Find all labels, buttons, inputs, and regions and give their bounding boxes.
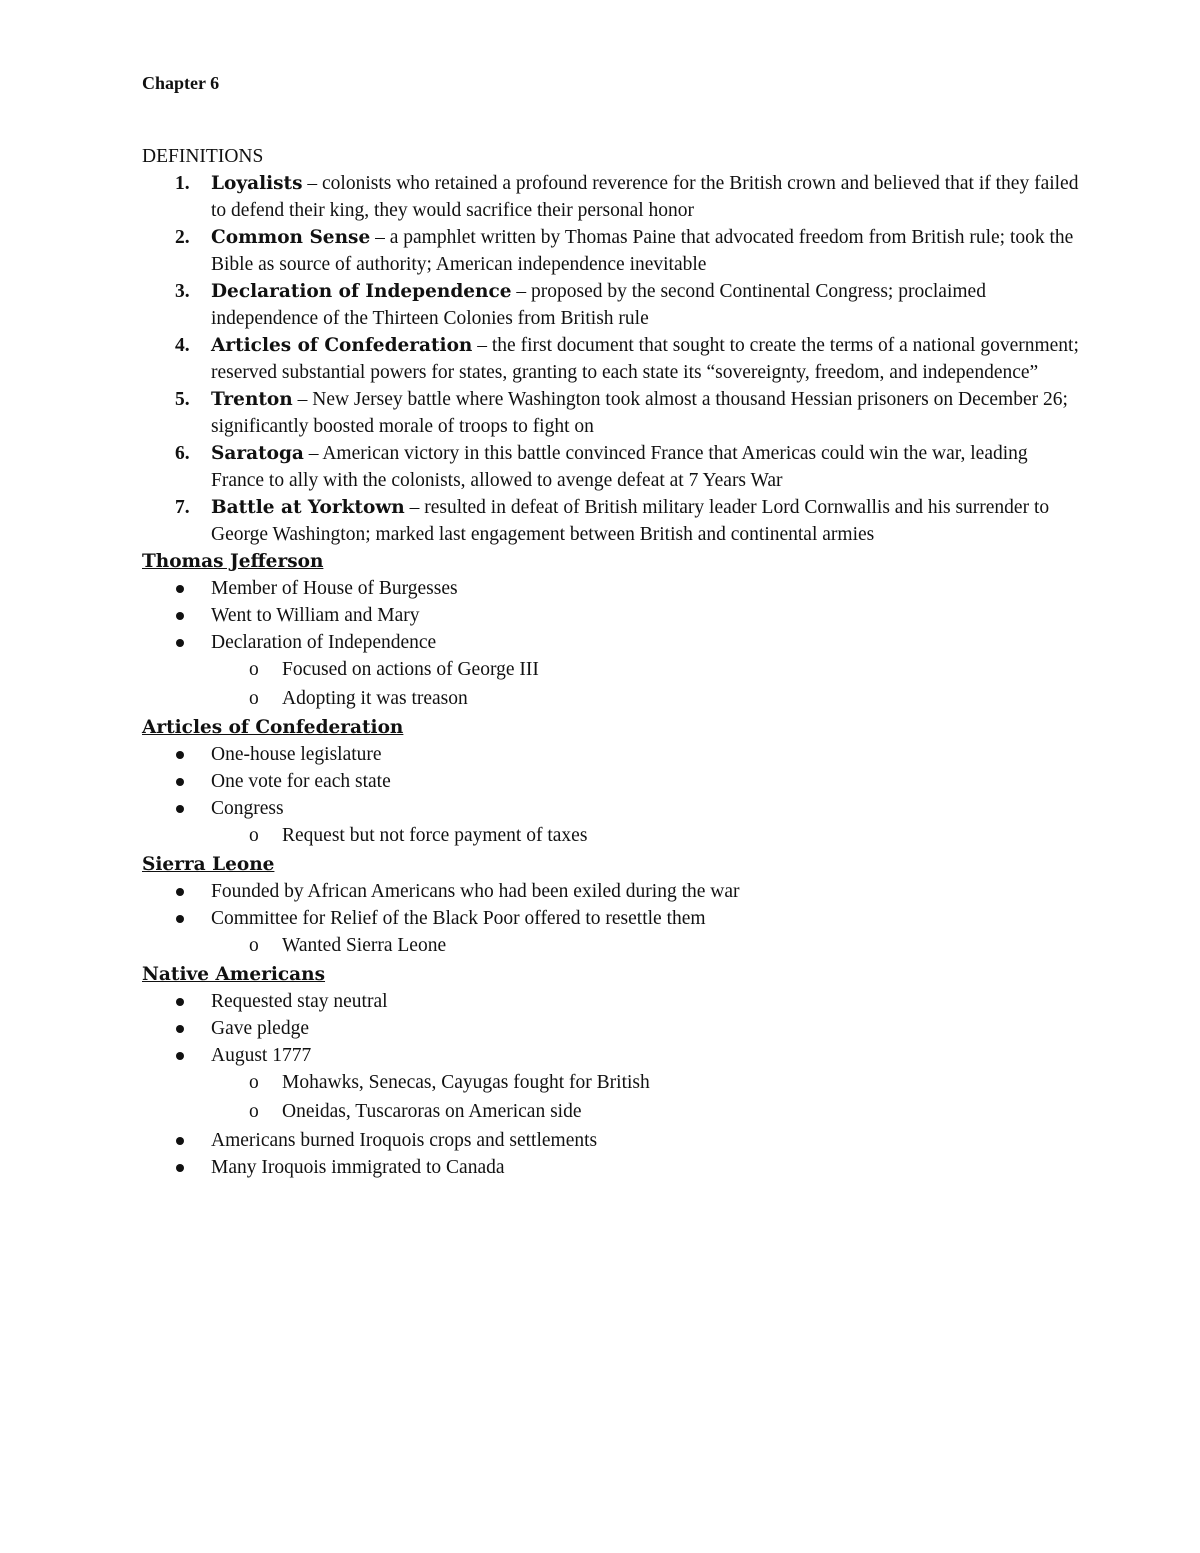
definition-text: – New Jersey battle where Washington took almost a thousand Hessian prisoners on December 26; significantly boosted morale of troops to fight on bbox=[211, 389, 1068, 437]
definition-number: 1. bbox=[175, 173, 190, 194]
definition-text: – resulted in defeat of British military leader Lord Cornwallis and his surrender to George Washington; marked last engagement between British and continental armies bbox=[211, 497, 1050, 545]
circle-bullet-icon: o bbox=[249, 688, 259, 709]
definition-item bbox=[142, 494, 1082, 548]
list-item-text: Committee for Relief of the Black Poor offered to resettle them bbox=[211, 908, 706, 929]
sub-item-text: Request but not force payment of taxes bbox=[282, 825, 588, 846]
circle-bullet-icon: o bbox=[249, 659, 259, 680]
bullet-icon bbox=[176, 1025, 184, 1033]
sub-list bbox=[211, 1069, 1082, 1127]
list-item-text: Declaration of Independence bbox=[211, 632, 437, 653]
list-item-text: Member of House of Burgesses bbox=[211, 578, 458, 599]
bullet-icon bbox=[176, 612, 184, 620]
definition-term: Saratoga bbox=[211, 443, 304, 464]
definition-number: 6. bbox=[175, 443, 190, 464]
bullet-list bbox=[142, 878, 1082, 932]
list-item-text: One vote for each state bbox=[211, 771, 391, 792]
section-heading-articles-of-confederation: Articles of Confederation bbox=[142, 717, 404, 738]
section-heading-sierra-leone: Sierra Leone bbox=[142, 854, 275, 875]
definition-term: Trenton bbox=[211, 389, 293, 410]
definition-item bbox=[142, 332, 1082, 386]
bullet-icon bbox=[176, 639, 184, 647]
bullet-icon bbox=[176, 751, 184, 759]
sub-list-item bbox=[211, 685, 1082, 714]
bullet-list bbox=[142, 1127, 1082, 1181]
definitions-list bbox=[142, 170, 1082, 548]
sub-list-item bbox=[211, 1098, 1082, 1127]
list-item-text: Many Iroquois immigrated to Canada bbox=[211, 1157, 505, 1178]
definition-text: – colonists who retained a profound reverence for the British crown and believed that if they failed to defend their king, they would sacrifice their personal honor bbox=[211, 173, 1079, 221]
bullet-icon bbox=[176, 585, 184, 593]
definition-item bbox=[142, 224, 1082, 278]
circle-bullet-icon: o bbox=[249, 1072, 259, 1093]
definition-term: Articles of Confederation bbox=[211, 335, 473, 356]
list-item bbox=[142, 878, 1082, 905]
sub-item-text: Adopting it was treason bbox=[282, 688, 468, 709]
list-item-text: Founded by African Americans who had been exiled during the war bbox=[211, 881, 740, 902]
bullet-icon bbox=[176, 778, 184, 786]
list-item-text: Went to William and Mary bbox=[211, 605, 420, 626]
bullet-icon bbox=[176, 998, 184, 1006]
section-heading-thomas-jefferson: Thomas Jefferson bbox=[142, 551, 324, 572]
definition-item bbox=[142, 170, 1082, 224]
list-item-text: One-house legislature bbox=[211, 744, 382, 765]
definition-number: 3. bbox=[175, 281, 190, 302]
definition-term: Common Sense bbox=[211, 227, 371, 248]
bullet-icon bbox=[176, 1137, 184, 1145]
definition-number: 4. bbox=[175, 335, 190, 356]
list-item-text: August 1777 bbox=[211, 1045, 312, 1066]
definition-text: – the first document that sought to create the terms of a national government; reserved substantial powers for states, granting to each state its “sovereignty, freedom, and independence” bbox=[211, 335, 1079, 383]
list-item bbox=[142, 1015, 1082, 1042]
sub-list bbox=[211, 932, 1082, 961]
list-item bbox=[142, 1127, 1082, 1154]
document-page bbox=[142, 70, 1082, 1181]
sub-item-text: Mohawks, Senecas, Cayugas fought for British bbox=[282, 1072, 650, 1093]
definition-term: Battle at Yorktown bbox=[211, 497, 405, 518]
definition-term: Loyalists bbox=[211, 173, 303, 194]
definition-number: 7. bbox=[175, 497, 190, 518]
sub-list-item bbox=[211, 656, 1082, 685]
sub-item-text: Oneidas, Tuscaroras on American side bbox=[282, 1101, 582, 1122]
definition-term: Declaration of Independence bbox=[211, 281, 512, 302]
bullet-icon bbox=[176, 1052, 184, 1060]
bullet-list bbox=[142, 741, 1082, 822]
sub-item-text: Focused on actions of George III bbox=[282, 659, 539, 680]
definition-number: 5. bbox=[175, 389, 190, 410]
list-item-text: Requested stay neutral bbox=[211, 991, 388, 1012]
circle-bullet-icon: o bbox=[249, 825, 259, 846]
list-item bbox=[142, 768, 1082, 795]
list-item bbox=[142, 905, 1082, 932]
circle-bullet-icon: o bbox=[249, 935, 259, 956]
list-item bbox=[142, 988, 1082, 1015]
section-heading-native-americans: Native Americans bbox=[142, 964, 326, 985]
definition-item bbox=[142, 386, 1082, 440]
list-item-text: Gave pledge bbox=[211, 1018, 309, 1039]
chapter-title: Chapter 6 bbox=[142, 73, 220, 93]
list-item-text: Americans burned Iroquois crops and settlements bbox=[211, 1130, 598, 1151]
list-item bbox=[142, 1042, 1082, 1069]
definition-text: – a pamphlet written by Thomas Paine that advocated freedom from British rule; took the Bible as source of authority; American independence inevitable bbox=[211, 227, 1074, 275]
sub-list-item bbox=[211, 822, 1082, 851]
bullet-icon bbox=[176, 915, 184, 923]
definition-text: – proposed by the second Continental Congress; proclaimed independence of the Thirteen Colonies from British rule bbox=[211, 281, 986, 329]
list-item bbox=[142, 602, 1082, 629]
bullet-icon bbox=[176, 888, 184, 896]
definitions-heading: DEFINITIONS bbox=[142, 146, 264, 167]
sub-list bbox=[211, 822, 1082, 851]
sub-list-item bbox=[211, 932, 1082, 961]
list-item bbox=[142, 629, 1082, 656]
list-item-text: Congress bbox=[211, 798, 284, 819]
sub-list bbox=[211, 656, 1082, 714]
definition-number: 2. bbox=[175, 227, 190, 248]
bullet-icon bbox=[176, 805, 184, 813]
bullet-icon bbox=[176, 1164, 184, 1172]
definition-item bbox=[142, 278, 1082, 332]
sub-list-item bbox=[211, 1069, 1082, 1098]
definition-item bbox=[142, 440, 1082, 494]
sub-item-text: Wanted Sierra Leone bbox=[282, 935, 447, 956]
circle-bullet-icon: o bbox=[249, 1101, 259, 1122]
list-item bbox=[142, 795, 1082, 822]
list-item bbox=[142, 575, 1082, 602]
list-item bbox=[142, 1154, 1082, 1181]
bullet-list bbox=[142, 988, 1082, 1069]
definition-text: – American victory in this battle convinced France that Americas could win the war, leading France to ally with the colonists, allowed to avenge defeat at 7 Years War bbox=[211, 443, 1028, 491]
bullet-list bbox=[142, 575, 1082, 656]
list-item bbox=[142, 741, 1082, 768]
